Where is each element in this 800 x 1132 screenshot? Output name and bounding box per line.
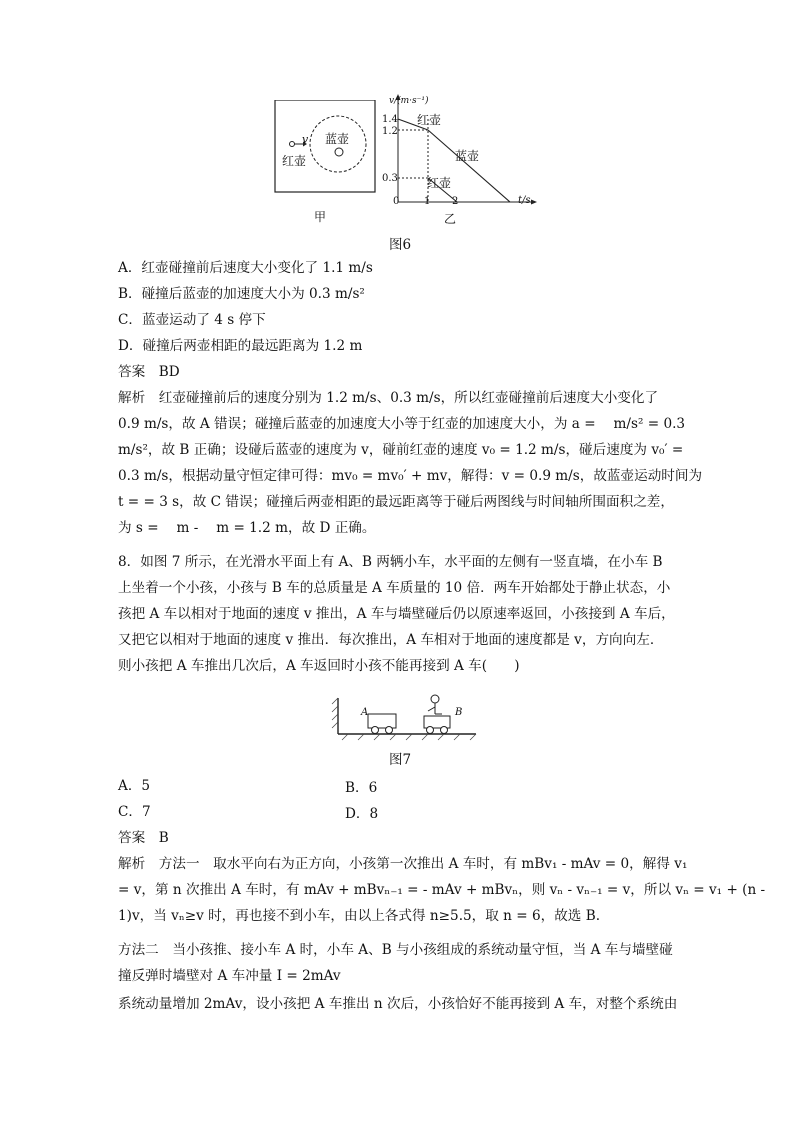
q8-stem-4: 又把它以相对于地面的速度 v 推出．每次推出，A 车相对于地面的速度都是 v，方向向左．	[118, 632, 664, 648]
q7-analysis-5: t = = 3 s，故 C 错误；碰撞后两壶相距的最远距离等于碰后两图线与时间轴所围面积之差，	[118, 494, 674, 510]
figure7-caption: 图7	[389, 752, 412, 768]
q8-analysis-3: 1)v，当 vₙ≥v 时，再也接不到小车，由以上各式得 n≥5.5，取 n = 6，故选 B.	[118, 908, 601, 924]
q8-stem-2: 上坐着一个小孩，小孩与 B 车的总质量是 A 车质量的 10 倍．两车开始都处于静止状态，小	[118, 580, 671, 596]
q7-analysis-4: 0.3 m/s，根据动量守恒定律可得：mv₀ = mv₀′ + mv，解得：v = 0.9 m/s，故蓝壶运动时间为	[118, 468, 703, 484]
child-head	[431, 695, 439, 703]
q8-analysis-6: 系统动量增加 2mAv，设小孩把 A 车推出 n 次后，小孩恰好不能再接到 A 车，对整个系统由	[118, 996, 678, 1012]
q8-stem-3: 孩把 A 车以相对于地面的速度 v 推出，A 车与墙壁碰后仍以原速率返回，小孩接到 A 车后，	[118, 606, 675, 622]
tick-y-2: 1.2	[382, 126, 398, 137]
q8-stem-1: 8．如图 7 所示，在光滑水平面上有 A、B 两辆小车，水平面的左侧有一竖直墙，在小车 B	[118, 554, 663, 570]
q8-analysis-1: 解析 方法一 取水平向右为正方向，小孩第一次推出 A 车时，有 mBv₁ - mAv = 0，解得 v₁	[118, 856, 688, 872]
q8-option-c: C．7	[118, 804, 151, 820]
q7-analysis-6: 为 s = m - m = 1.2 m，故 D 正确。	[118, 520, 376, 536]
tick-x-2: 2	[452, 196, 459, 207]
q8-answer: 答案 B	[118, 830, 169, 846]
q8-option-d: D．8	[345, 806, 379, 822]
red-pot-label-top: 红壶	[417, 113, 442, 127]
q7-analysis-1: 解析 红壶碰撞前后的速度分别为 1.2 m/s、0.3 m/s，所以红壶碰撞前后速度大小变化了	[118, 390, 659, 406]
v-arrow-label: v	[302, 133, 309, 146]
q7-option-a: A．红壶碰撞前后速度大小变化了 1.1 m/s	[118, 260, 373, 276]
red-pot-label-bottom: 红壶	[427, 176, 452, 190]
q7-option-c: C．蓝壶运动了 4 s 停下	[118, 312, 266, 328]
figure7-label-a: A	[361, 707, 369, 718]
q7-option-b: B．碰撞后蓝壶的加速度大小为 0.3 m/s²	[118, 286, 365, 302]
figure7-label-b: B	[455, 707, 463, 718]
q7-option-d: D．碰撞后两壶相距的最远距离为 1.2 m	[118, 338, 363, 354]
cart-b	[424, 716, 450, 728]
q7-answer: 答案 BD	[118, 364, 180, 380]
tick-y-3: 0.3	[382, 173, 398, 184]
q8-option-a: A．5	[118, 778, 151, 794]
blue-pot-label-jia: 蓝壶	[325, 132, 350, 146]
q8-analysis-4: 方法二 当小孩推、接小车 A 时，小车 A、B 与小孩组成的系统动量守恒，当 A 车与墙壁碰	[118, 942, 673, 958]
q8-analysis-5: 撞反弹时墙壁对 A 车冲量 I = 2mAv	[118, 968, 341, 984]
figure6-caption: 图6	[389, 237, 412, 253]
cart-a	[368, 714, 396, 728]
q8-stem-5: 则小孩把 A 车推出几次后，A 车返回时小孩不能再接到 A 车( )	[118, 658, 520, 674]
axis-x-label: t/s	[518, 195, 531, 206]
blue-line-after	[428, 130, 510, 202]
q7-analysis-2: 0.9 m/s，故 A 错误；碰撞后蓝壶的加速度大小等于红壶的加速度大小，为 a = m/s² = 0.3	[118, 416, 686, 432]
tick-x-0: 0	[393, 196, 400, 207]
q8-option-b: B．6	[345, 780, 378, 796]
q8-analysis-2: = v，第 n 次推出 A 车时，有 mAv + mBvₙ₋₁ = - mAv + mBvₙ，则 vₙ - vₙ₋₁ = v，所以 vₙ = v₁ + (n -	[118, 882, 766, 898]
blue-pot-label-graph: 蓝壶	[455, 149, 480, 163]
jia-label: 甲	[314, 210, 327, 224]
red-pot-label-jia: 红壶	[282, 154, 307, 168]
q7-analysis-3: m/s²，故 B 正确；设碰后蓝壶的速度为 v，碰前红壶的速度 v₀ = 1.2 m/s，碰后速度为 v₀′ =	[118, 442, 684, 458]
axis-y-label: v/(m·s⁻¹)	[389, 96, 429, 106]
tick-x-1: 1	[424, 196, 431, 207]
tick-y-1: 1.4	[382, 114, 398, 125]
yi-label: 乙	[444, 212, 457, 226]
